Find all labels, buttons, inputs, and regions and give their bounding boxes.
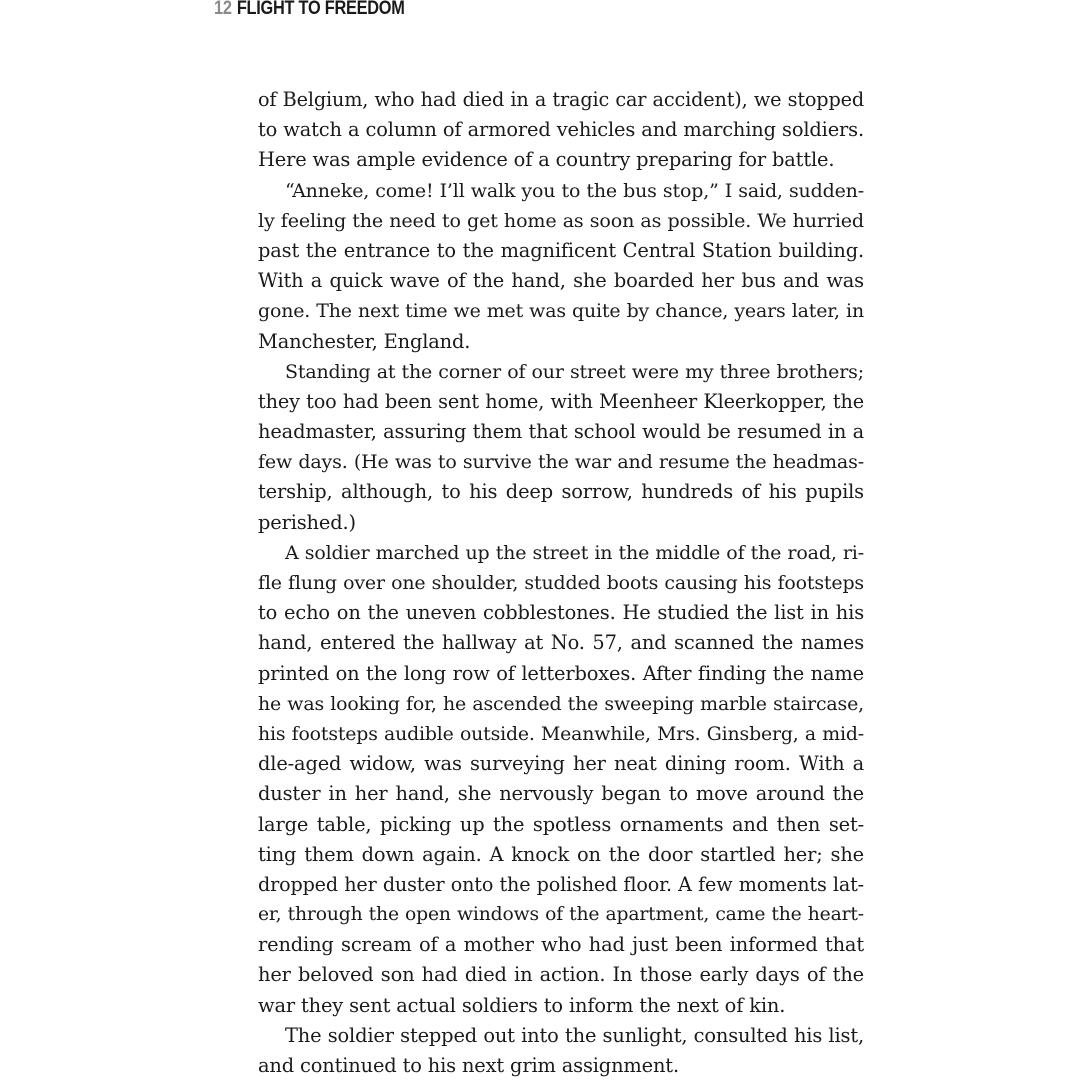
text-line: perished.) [258, 510, 356, 534]
paragraph [258, 1021, 864, 1081]
text-line: large table, picking up the spotless ornaments and then set- [258, 812, 864, 836]
page-number: 12 [214, 0, 232, 19]
text-line: A soldier marched up the street in the middle of the road, ri- [285, 541, 864, 564]
text-line: duster in her hand, she nervously began to move around the [258, 782, 864, 806]
text-line: of Belgium, who had died in a tragic car accident), we stopped [258, 88, 864, 111]
body-text [258, 85, 864, 1081]
text-line: er, through the open windows of the apartment, came the heart- [258, 904, 864, 926]
text-line: printed on the long row of letterboxes. After finding the name [258, 661, 864, 685]
text-line: The soldier stepped out into the sunlight, consulted his list, [285, 1023, 864, 1047]
text-line: ly feeling the need to get home as soon as possible. We hurried [258, 208, 864, 232]
text-line: Here was ample evidence of a country preparing for battle. [258, 148, 835, 172]
text-line: they too had been sent home, with Meenheer Kleerkopper, the [258, 389, 864, 413]
paragraph [258, 538, 864, 1021]
text-line: few days. (He was to survive the war and resume the headmas- [258, 451, 864, 474]
text-line: war they sent actual soldiers to inform the next of kin. [258, 993, 786, 1017]
paragraph [258, 357, 864, 538]
text-line: tership, although, to his deep sorrow, hundreds of his pupils [258, 480, 864, 504]
book-title: FLIGHT TO FREEDOM [236, 0, 405, 19]
paragraph [258, 176, 864, 357]
text-line: gone. The next time we met was quite by chance, years later, in [258, 300, 864, 323]
text-line: Standing at the corner of our street were my three brothers; [285, 360, 864, 383]
text-line: “Anneke, come! I’ll walk you to the bus stop,” I said, sudden- [285, 179, 864, 202]
text-line: to echo on the uneven cobblestones. He studied the list in his [258, 601, 864, 625]
paragraph [258, 85, 864, 176]
text-line: to watch a column of armored vehicles and marching soldiers. [258, 118, 864, 142]
text-line: dle-aged widow, was surveying her neat dining room. With a [258, 752, 864, 776]
text-line: headmaster, assuring them that school would be resumed in a [258, 420, 864, 444]
text-line: dropped her duster onto the polished floor. A few moments lat- [258, 872, 864, 896]
text-line: his footsteps audible outside. Meanwhile, Mrs. Ginsberg, a mid- [258, 722, 864, 745]
text-line: her beloved son had died in action. In those early days of the [258, 963, 864, 987]
text-line: rending scream of a mother who had just been informed that [258, 933, 864, 957]
text-line: hand, entered the hallway at No. 57, and scanned the names [258, 631, 864, 655]
running-head [214, 0, 405, 21]
text-line: and continued to his next grim assignment. [258, 1054, 679, 1077]
text-line: fle flung over one shoulder, studded boots causing his footsteps [258, 572, 864, 594]
text-line: With a quick wave of the hand, she boarded her bus and was [258, 269, 864, 293]
text-line: Manchester, England. [258, 329, 471, 353]
text-line: ting them down again. A knock on the door startled her; she [258, 842, 864, 866]
text-line: past the entrance to the magnificent Central Station building. [258, 238, 864, 262]
text-line: he was looking for, he ascended the sweeping marble staircase, [258, 692, 864, 715]
